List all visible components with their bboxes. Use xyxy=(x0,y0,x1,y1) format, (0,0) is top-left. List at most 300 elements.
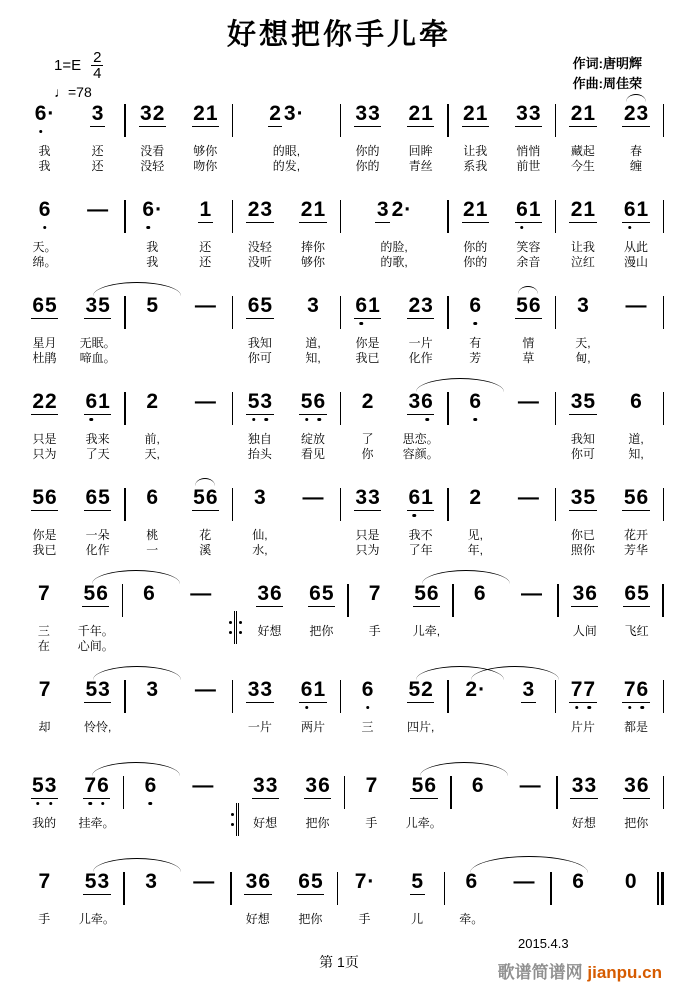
note-cell xyxy=(609,294,662,382)
note-group xyxy=(468,294,483,318)
note xyxy=(71,870,124,912)
lyric-line1: 情 xyxy=(522,336,535,350)
note-cell xyxy=(341,390,394,478)
lyric-line2: 还 xyxy=(199,255,212,269)
note-digit: 6 xyxy=(528,294,541,317)
note xyxy=(449,294,502,336)
note-digit: 7 xyxy=(354,870,367,893)
lyric-line1: 你是 xyxy=(32,528,57,542)
note xyxy=(609,486,662,528)
note xyxy=(556,294,609,336)
note xyxy=(179,102,232,144)
measure xyxy=(18,582,122,670)
measure xyxy=(18,678,124,766)
score-line xyxy=(0,382,678,478)
note xyxy=(552,870,605,912)
page-number: 第 1页 xyxy=(319,954,359,970)
note-cell xyxy=(18,294,71,382)
note-cell xyxy=(449,102,502,190)
beamed-group xyxy=(198,198,213,223)
note-cell xyxy=(449,678,502,766)
note-digit: 6 xyxy=(426,582,439,605)
lyric-line2: 知, xyxy=(628,447,644,461)
note-cell xyxy=(286,294,339,382)
lyric-line1: 儿 xyxy=(411,912,424,926)
score-line xyxy=(0,94,678,190)
note-digit: 6 xyxy=(85,486,98,509)
note-cell xyxy=(179,390,232,478)
beamed-group xyxy=(569,390,596,415)
note-digit: 5 xyxy=(414,582,426,605)
note-digit: 2 xyxy=(463,102,475,125)
note-digit: 3 xyxy=(98,678,110,701)
note-digit: 2 xyxy=(152,102,165,125)
note-digit: 6 xyxy=(146,486,159,509)
beamed-group xyxy=(246,198,273,223)
lyric-line1: 还 xyxy=(91,144,104,158)
beamed-group xyxy=(31,294,58,319)
note-digit: 5 xyxy=(408,678,421,701)
note-digit: 6 xyxy=(421,390,433,413)
note-digit: 5 xyxy=(193,486,205,509)
note xyxy=(71,102,124,144)
note-cell xyxy=(18,582,70,670)
note-cell xyxy=(341,102,394,190)
note-digit: 3 xyxy=(260,678,273,701)
note xyxy=(177,870,230,912)
note-digit: 3 xyxy=(516,102,528,125)
note-digit: — xyxy=(521,582,542,605)
note-digit: 6 xyxy=(142,198,155,221)
measure xyxy=(556,390,662,478)
measure xyxy=(126,294,232,382)
beamed-group xyxy=(31,774,58,799)
final-barline xyxy=(657,872,664,958)
measure xyxy=(18,198,124,286)
note xyxy=(126,102,179,144)
measure xyxy=(18,774,123,862)
measure xyxy=(124,774,229,862)
note-digit: 3 xyxy=(572,582,585,605)
note-group xyxy=(472,582,487,606)
note xyxy=(71,198,124,240)
note-digit: 3 xyxy=(146,678,159,701)
beamed-group xyxy=(515,198,542,223)
note-digit: 6 xyxy=(465,870,478,893)
note xyxy=(449,198,502,240)
note-cell xyxy=(232,870,285,958)
note-group xyxy=(576,294,591,318)
note-digit: 1 xyxy=(421,486,433,509)
measure xyxy=(449,102,555,190)
note-digit: 6 xyxy=(205,486,218,509)
lyric-line1: 好想 xyxy=(257,624,282,638)
lyric-line1: 儿牵, xyxy=(412,624,441,638)
note-cell xyxy=(233,102,339,190)
beamed-group xyxy=(407,102,434,127)
note-cell xyxy=(71,390,124,478)
lyric-line1: 我知 xyxy=(570,432,595,446)
note-digit: 3 xyxy=(570,390,583,413)
note xyxy=(452,774,504,816)
date-label: 2015.4.3 xyxy=(518,936,569,951)
note-cell xyxy=(609,390,662,478)
note xyxy=(341,678,394,720)
note-cell xyxy=(71,870,124,958)
note-cell xyxy=(449,390,502,478)
note-cell xyxy=(556,294,609,382)
score-line xyxy=(0,478,678,574)
note-cell xyxy=(341,294,394,382)
lyric-line2: 前世 xyxy=(516,159,541,173)
note-cell xyxy=(18,390,71,478)
note-digit: 6 xyxy=(144,774,157,797)
note-cell xyxy=(556,390,609,478)
lyric-line2: 杜鹃 xyxy=(32,351,57,365)
note-digit: 2 xyxy=(361,390,374,413)
lyric-line1: 只是 xyxy=(355,528,380,542)
note xyxy=(556,678,609,720)
lyric-line2: 绵。 xyxy=(32,255,57,269)
note xyxy=(179,678,232,720)
note-cell xyxy=(394,678,447,766)
lyric-line1: 把你 xyxy=(298,912,323,926)
note-group xyxy=(193,678,217,702)
note xyxy=(398,774,450,816)
lyric-line2: 化作 xyxy=(85,543,110,557)
lyric-line2: 我 xyxy=(38,159,51,173)
note-digit: 3 xyxy=(305,774,318,797)
lyric-line1: 道, xyxy=(628,432,644,446)
beamed-group xyxy=(299,678,326,703)
measure xyxy=(126,198,232,286)
note xyxy=(126,678,179,720)
note xyxy=(126,486,179,528)
note-cell xyxy=(609,102,662,190)
note-cell xyxy=(394,102,447,190)
measure xyxy=(233,294,339,382)
note-digit: 5 xyxy=(83,582,96,605)
note-cell xyxy=(291,774,343,862)
note-cell xyxy=(18,486,71,574)
beamed-group xyxy=(410,870,425,895)
note-cell xyxy=(559,582,611,670)
beamed-group xyxy=(407,486,434,511)
note-cell xyxy=(506,582,558,670)
lyric-line1: 藏起 xyxy=(570,144,595,158)
note-digit: 3 xyxy=(140,102,152,125)
note-cell xyxy=(345,774,397,862)
lyric-line1: 都是 xyxy=(623,720,648,734)
lyric-line1: 我不 xyxy=(408,528,433,542)
beamed-group xyxy=(462,198,489,223)
note xyxy=(70,774,122,816)
note-digit: 5 xyxy=(583,390,596,413)
measure xyxy=(126,102,232,190)
note-digit: 3 xyxy=(584,774,597,797)
measure xyxy=(341,678,447,766)
note xyxy=(286,294,339,336)
measure xyxy=(232,870,337,958)
note-cell xyxy=(233,390,286,478)
measure xyxy=(233,486,339,574)
repeat-dots xyxy=(229,611,232,644)
lyric-line2: 够你 xyxy=(300,255,325,269)
beamed-group xyxy=(304,774,331,799)
lyric-line2: 芳 xyxy=(469,351,482,365)
lyric-line1: 的脸, xyxy=(380,240,408,254)
note-group xyxy=(144,870,159,894)
lyric-line1: 却 xyxy=(38,720,51,734)
beamed-group xyxy=(407,294,434,319)
note-cell xyxy=(286,678,339,766)
note-digit: 1 xyxy=(313,678,326,701)
note-cell xyxy=(177,774,229,862)
beamed-group xyxy=(299,390,326,415)
note-group xyxy=(37,198,52,222)
measure xyxy=(341,294,447,382)
note xyxy=(286,486,339,528)
note-digit: 6 xyxy=(424,774,436,797)
lyric-line2: 容颜。 xyxy=(402,447,439,461)
lyric-line2: 照你 xyxy=(570,543,595,557)
lyric-line1: 我 xyxy=(38,144,51,158)
repeat-dots xyxy=(231,803,234,836)
lyric-line2: 了天 xyxy=(85,447,110,461)
beamed-group xyxy=(407,390,434,415)
note xyxy=(18,678,71,720)
note-cell xyxy=(175,582,227,670)
note-cell xyxy=(179,198,232,286)
measure xyxy=(559,582,663,670)
note-digit: — xyxy=(625,294,647,317)
barline xyxy=(663,104,665,137)
note xyxy=(71,678,124,720)
lyric-line2: 在 xyxy=(37,639,50,653)
tie-arc xyxy=(626,94,646,102)
note xyxy=(284,870,337,912)
note xyxy=(233,294,286,336)
note-group xyxy=(282,102,305,126)
note-digit: 1 xyxy=(199,198,212,221)
note-digit: 5 xyxy=(247,390,260,413)
measure xyxy=(18,102,124,190)
note-digit: · xyxy=(367,870,375,893)
note-group xyxy=(624,294,648,318)
note-cell xyxy=(454,582,506,670)
lyric-line2: 青丝 xyxy=(408,159,433,173)
score-line xyxy=(0,574,678,670)
note-digit: 1 xyxy=(475,102,488,125)
score-line xyxy=(0,670,678,766)
note-cell xyxy=(452,774,504,862)
note-digit: 3 xyxy=(376,198,389,221)
note xyxy=(18,294,71,336)
note xyxy=(391,870,444,912)
note-cell xyxy=(502,486,555,574)
note-digit: 5 xyxy=(146,294,159,317)
note-digit: 3 xyxy=(624,774,636,797)
note-digit: 3 xyxy=(85,294,98,317)
note-cell xyxy=(18,678,71,766)
note-digit: 3 xyxy=(265,774,278,797)
note-digit: 7 xyxy=(365,774,378,797)
note-cell xyxy=(391,870,444,958)
measure xyxy=(126,678,232,766)
note-cell xyxy=(295,582,347,670)
note-digit: 6 xyxy=(469,390,482,413)
note-group xyxy=(145,390,160,414)
note-cell xyxy=(556,486,609,574)
measure xyxy=(449,198,555,286)
measure xyxy=(449,486,555,574)
time-signature-denominator: 4 xyxy=(93,65,102,82)
note-cell xyxy=(233,198,286,286)
barline xyxy=(663,776,665,809)
composer-credit: 作曲:周佳荣 xyxy=(572,76,642,91)
repeat-dots xyxy=(239,611,242,644)
note xyxy=(604,870,657,912)
note xyxy=(125,870,178,912)
note-digit: 3 xyxy=(257,582,270,605)
lyric-line2: 一 xyxy=(146,543,159,557)
note-cell xyxy=(502,294,555,382)
note-cell xyxy=(609,486,662,574)
lyric-line2: 没听 xyxy=(247,255,272,269)
note xyxy=(18,486,71,528)
lyric-line1: 没看 xyxy=(140,144,165,158)
beamed-group xyxy=(90,102,105,127)
note-group xyxy=(512,870,536,894)
note-digit: 6 xyxy=(309,582,321,605)
lyric-line1: 没轻 xyxy=(247,240,272,254)
note-cell xyxy=(71,102,124,190)
note xyxy=(123,582,175,624)
beamed-group xyxy=(569,102,596,127)
note-digit: 6 xyxy=(636,774,649,797)
measure xyxy=(239,774,344,862)
note-cell xyxy=(18,198,71,286)
note xyxy=(401,582,453,624)
note-digit: 5 xyxy=(411,774,424,797)
note-digit: 2 xyxy=(421,678,433,701)
note-cell xyxy=(604,870,657,958)
note-digit: 3 xyxy=(307,294,319,317)
lyric-line1: 我的 xyxy=(32,816,57,830)
lyric-line1: 独自 xyxy=(247,432,272,446)
beamed-group xyxy=(622,198,649,223)
note-group xyxy=(37,582,52,606)
note-cell xyxy=(341,486,394,574)
note xyxy=(341,486,394,528)
double-barline xyxy=(234,611,237,644)
note-cell xyxy=(401,582,453,670)
lyric-line1: 千年。 xyxy=(77,624,114,638)
beamed-group xyxy=(623,582,650,607)
note-digit: 3 xyxy=(91,102,104,125)
lyric-line1: 手 xyxy=(358,912,371,926)
note xyxy=(295,582,347,624)
note-group xyxy=(623,870,638,894)
lyric-line1: 儿牵。 xyxy=(78,912,115,926)
lyric-line1: 人间 xyxy=(572,624,597,638)
lyric-line1: 一片 xyxy=(247,720,272,734)
lyric-line2: 泣红 xyxy=(570,255,595,269)
note-digit: 2 xyxy=(463,198,475,221)
note-cell xyxy=(71,678,124,766)
beamed-group xyxy=(308,582,335,607)
note-group xyxy=(142,582,157,606)
note xyxy=(556,390,609,432)
note-digit: 3 xyxy=(355,486,368,509)
lyric-line1: 了 xyxy=(361,432,374,446)
note xyxy=(233,390,286,432)
note-cell xyxy=(179,678,232,766)
beamed-group xyxy=(83,870,110,895)
lyric-line1: 我 xyxy=(146,240,159,254)
note-digit: 2 xyxy=(623,102,636,125)
lyric-line1: 回眸 xyxy=(408,144,433,158)
note-digit: 6 xyxy=(300,678,313,701)
note-digit: 3 xyxy=(245,870,258,893)
credits xyxy=(573,54,642,94)
note-digit: 3 xyxy=(408,390,421,413)
note-group xyxy=(301,486,325,510)
beamed-group xyxy=(297,870,324,895)
note xyxy=(126,294,179,336)
note-digit: 3 xyxy=(577,294,589,317)
measure xyxy=(341,102,447,190)
note xyxy=(609,102,662,144)
note-digit: 7 xyxy=(38,870,51,893)
note-group xyxy=(143,774,158,798)
note-cell xyxy=(338,870,391,958)
beamed-group xyxy=(31,390,58,415)
note-digit: 5 xyxy=(45,294,57,317)
measure xyxy=(244,582,348,670)
note-digit: 6 xyxy=(623,198,636,221)
lyric-line1: 两片 xyxy=(300,720,325,734)
note-digit: 5 xyxy=(85,678,98,701)
score-line xyxy=(0,766,678,862)
lyric-line2: 水, xyxy=(252,543,268,557)
note xyxy=(556,198,609,240)
note xyxy=(179,390,232,432)
note xyxy=(179,294,232,336)
watermark-site-name: 歌谱简谱网 xyxy=(497,963,583,982)
note-cell xyxy=(398,774,450,862)
measure xyxy=(18,390,124,478)
note xyxy=(338,870,391,912)
note-digit: — xyxy=(87,198,109,221)
note-cell xyxy=(18,774,70,862)
measure xyxy=(126,486,232,574)
note-group xyxy=(192,870,216,894)
measure xyxy=(556,102,662,190)
note-digit: 6 xyxy=(630,390,642,413)
note-digit: 2 xyxy=(391,198,404,221)
note-digit: 2 xyxy=(32,390,45,413)
note-digit: 5 xyxy=(84,870,97,893)
note-digit: 3 xyxy=(247,678,260,701)
note-cell xyxy=(18,102,71,190)
note-digit: 6 xyxy=(473,582,486,605)
lyric-line1: 还 xyxy=(199,240,212,254)
note-digit: 3 xyxy=(283,102,296,125)
note xyxy=(394,390,447,432)
note xyxy=(609,294,662,336)
note-digit: 2 xyxy=(465,678,478,701)
